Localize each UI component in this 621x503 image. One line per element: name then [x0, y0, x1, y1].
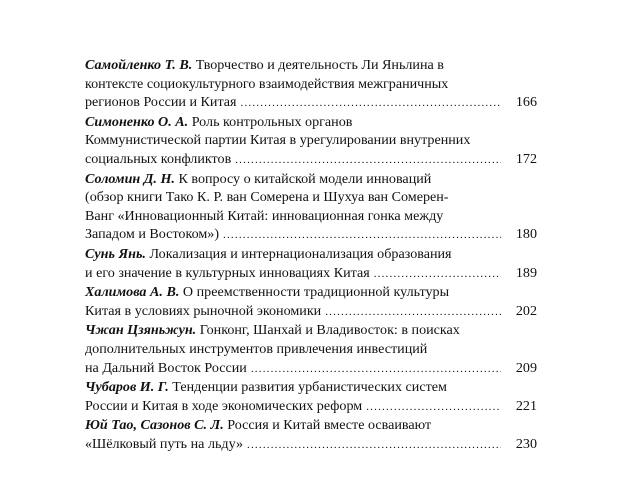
toc-author: Юй Тао, Сазонов С. Л.: [85, 417, 224, 434]
toc-author: Самойленко Т. В.: [85, 57, 193, 73]
toc-author: Халимова А. В.: [85, 284, 180, 301]
dot-leader: [223, 226, 501, 245]
toc-title-text: Россия и Китай вместе осваивают: [223, 417, 432, 434]
toc-title-text: К вопросу о китайской модели инноваций: [174, 170, 432, 187]
toc-entry-last-line: [85, 150, 537, 170]
toc-title-text: «Шёлковый путь на льду»: [85, 435, 244, 452]
dot-leader: [325, 303, 501, 322]
toc-entry-first-line: [85, 321, 537, 340]
toc-title-text: Роль контрольных органов: [188, 113, 353, 130]
toc-title-text: Творчество и деятельность Ли Яньлина в: [192, 57, 444, 73]
toc-entry-first-line: [85, 378, 537, 397]
toc-page-number: 209: [515, 359, 537, 376]
dot-leader: [241, 94, 501, 113]
toc-entry-first-line: [85, 113, 537, 132]
toc-title-text: Гонконг, Шанхай и Владивосток: в поисках: [196, 322, 460, 339]
toc-entry-first-line: [85, 170, 537, 189]
dot-leader: [235, 151, 501, 170]
toc-page-number: 180: [515, 226, 537, 243]
toc-title-text: на Дальний Восток России: [85, 359, 247, 376]
toc-entry: [85, 378, 537, 416]
toc-title-text: Западом и Востоком»): [85, 226, 220, 243]
toc-author: Сунь Янь.: [85, 245, 146, 262]
toc-title-text: России и Китая в ходе экономических реформ: [85, 397, 363, 414]
toc-title-text: (обзор книги Тако К. Р. ван Сомерена и Шухуа ван Сомерен-: [85, 189, 449, 206]
toc-entry-last-line: [85, 397, 537, 417]
toc-entry: [85, 170, 537, 245]
toc-title-text: Тенденции развития урбанистических систем: [168, 379, 447, 396]
dot-leader: [251, 360, 501, 379]
toc-page-number: 202: [515, 302, 537, 319]
toc-title-text: и его значение в культурных инновациях Китая: [85, 264, 370, 281]
toc-title-text: социальных конфликтов: [85, 150, 232, 167]
toc-entry-last-line: [85, 264, 537, 284]
toc-title-text: контексте социокультурного взаимодействия межграничных: [85, 75, 449, 92]
toc-entry: [85, 113, 537, 170]
toc-entry-last-line: [85, 435, 537, 455]
toc-entry-first-line: [85, 56, 537, 75]
toc-page-number: 230: [515, 435, 537, 452]
toc-page-number: 189: [515, 264, 537, 281]
toc-entry-last-line: [85, 93, 537, 113]
toc-entry: [85, 321, 537, 378]
toc-entry-first-line: [85, 283, 537, 302]
toc-title-text: Ванг «Инновационный Китай: инновационная гонка между: [85, 207, 444, 224]
toc-page-number: 172: [515, 150, 537, 167]
toc-author: Чжан Цзяньжун.: [85, 322, 197, 339]
toc-author: Соломин Д. Н.: [85, 170, 175, 187]
dot-leader: [247, 436, 501, 455]
toc-entry: [85, 245, 537, 283]
toc-page-number: 221: [515, 397, 537, 414]
toc-entry-last-line: [85, 225, 537, 245]
toc-title-text: Локализация и интернационализация образования: [145, 245, 452, 262]
toc-entry-last-line: [85, 302, 537, 322]
toc-entry-first-line: [85, 245, 537, 264]
toc-entry-first-line: [85, 416, 537, 435]
table-of-contents: [85, 56, 537, 454]
dot-leader: [374, 265, 501, 284]
toc-author: Чубаров И. Г.: [85, 379, 169, 396]
toc-page-number: 166: [515, 94, 537, 111]
toc-author: Симоненко О. А.: [85, 113, 189, 130]
toc-entry: [85, 416, 537, 454]
toc-entry-last-line: [85, 359, 537, 379]
toc-entry: [85, 283, 537, 321]
toc-title-text: О преемственности традиционной культуры: [179, 284, 450, 301]
toc-entry: [85, 56, 537, 113]
toc-title-text: Коммунистической партии Китая в урегулировании внутренних: [85, 132, 471, 149]
toc-title-text: дополнительных инструментов привлечения инвестиций: [85, 340, 428, 357]
toc-title-text: регионов России и Китая: [85, 94, 237, 111]
toc-title-text: Китая в условиях рыночной экономики: [85, 302, 322, 319]
dot-leader: [366, 398, 501, 417]
